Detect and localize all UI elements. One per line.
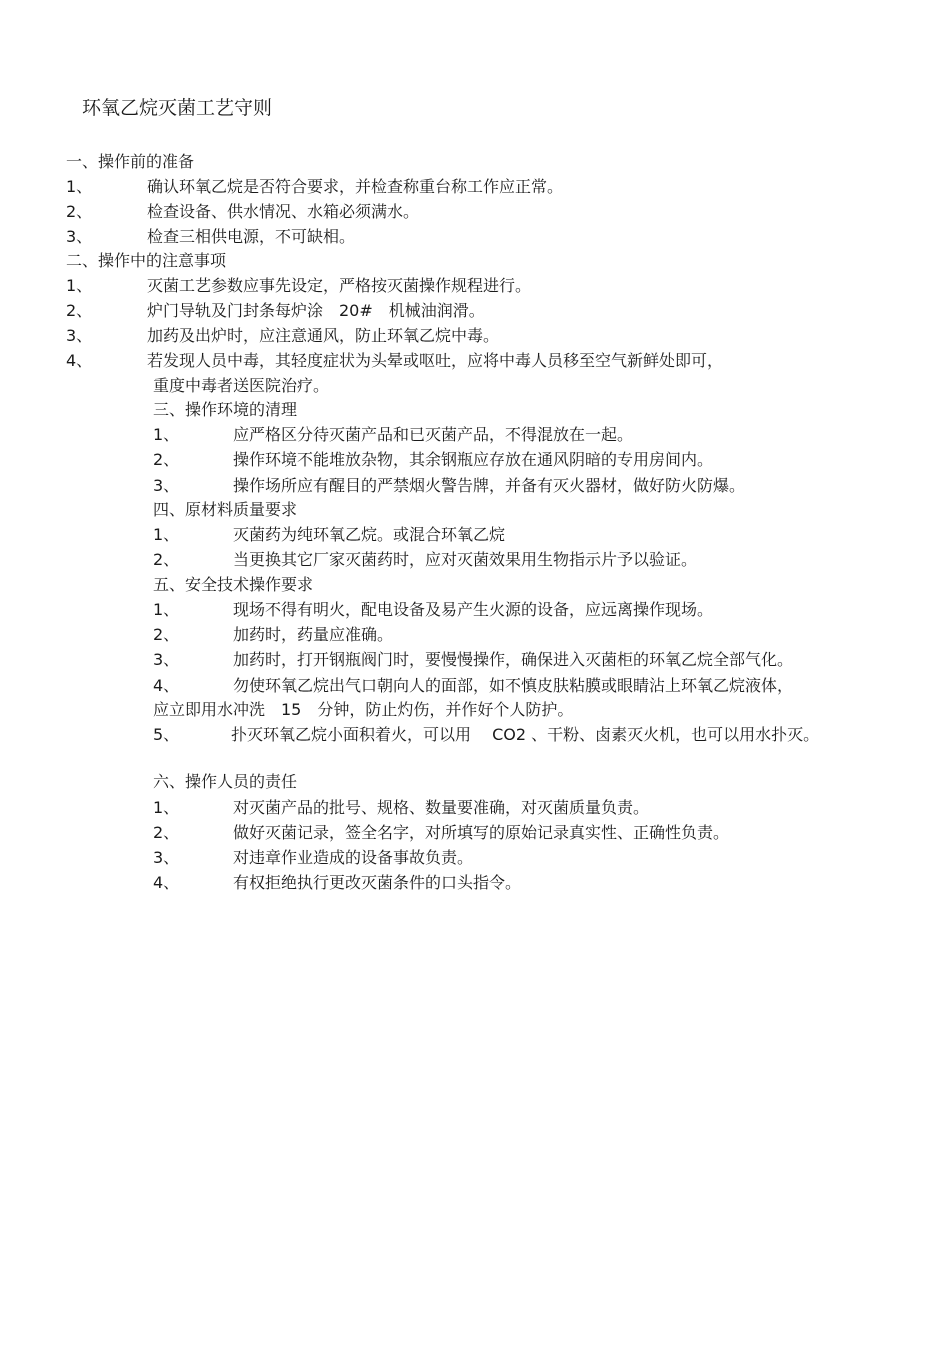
s3-item-2-num: 2、 xyxy=(153,450,180,469)
s2-item-4-text: 若发现人员中毒，其轻度症状为头晕或呕吐，应将中毒人员移至空气新鲜处即可， xyxy=(147,351,724,370)
s2-item-4-continuation: 重度中毒者送医院治疗。 xyxy=(153,376,330,395)
s5-item-4-continuation: 应立即用水冲洗 15 分钟，防止灼伤，并作好个人防护。 xyxy=(153,700,574,719)
s6-item-2-text: 做好灭菌记录，签全名字，对所填写的原始记录真实性、正确性负责。 xyxy=(233,823,730,842)
s5-item-2-num: 2、 xyxy=(153,625,180,644)
section-heading-6: 六、操作人员的责任 xyxy=(153,772,298,791)
s5-item-4-text: 勿使环氧乙烷出气口朝向人的面部，如不慎皮肤粘膜或眼睛沾上环氧乙烷液体， xyxy=(233,676,794,695)
s6-item-4-text: 有权拒绝执行更改灭菌条件的口头指令。 xyxy=(233,873,522,892)
s4-item-1-num: 1、 xyxy=(153,525,180,544)
s4-item-2-num: 2、 xyxy=(153,550,180,569)
s3-item-1-text: 应严格区分待灭菌产品和已灭菌产品，不得混放在一起。 xyxy=(233,425,634,444)
s3-item-2-text: 操作环境不能堆放杂物，其余钢瓶应存放在通风阴暗的专用房间内。 xyxy=(233,450,714,469)
s2-item-1-num: 1、 xyxy=(66,276,93,295)
s5-item-1-num: 1、 xyxy=(153,600,180,619)
s1-item-1-num: 1、 xyxy=(66,177,93,196)
section-heading-3: 三、操作环境的清理 xyxy=(153,400,298,419)
s5-item-1-text: 现场不得有明火，配电设备及易产生火源的设备，应远离操作现场。 xyxy=(233,600,714,619)
document-title: 环氧乙烷灭菌工艺守则 xyxy=(82,97,273,119)
s5-item-5-num: 5、 xyxy=(153,725,180,744)
s6-item-1-num: 1、 xyxy=(153,798,180,817)
s5-item-3-num: 3、 xyxy=(153,650,180,669)
s5-item-2-text: 加药时，药量应准确。 xyxy=(233,625,394,644)
s2-item-4-num: 4、 xyxy=(66,351,93,370)
s3-item-1-num: 1、 xyxy=(153,425,180,444)
s2-item-3-text: 加药及出炉时，应注意通风，防止环氧乙烷中毒。 xyxy=(147,326,500,345)
s6-item-2-num: 2、 xyxy=(153,823,180,842)
s2-item-2-text: 炉门导轨及门封条每炉涂 20# 机械油润滑。 xyxy=(147,301,485,320)
s6-item-1-text: 对灭菌产品的批号、规格、数量要准确，对灭菌质量负责。 xyxy=(233,798,650,817)
s4-item-1-text: 灭菌药为纯环氧乙烷。或混合环氧乙烷 xyxy=(233,525,506,544)
s2-item-3-num: 3、 xyxy=(66,326,93,345)
s3-item-3-num: 3、 xyxy=(153,476,180,495)
s1-item-1-text: 确认环氧乙烷是否符合要求，并检查称重台称工作应正常。 xyxy=(147,177,564,196)
s4-item-2-text: 当更换其它厂家灭菌药时，应对灭菌效果用生物指示片予以验证。 xyxy=(233,550,698,569)
section-heading-5: 五、安全技术操作要求 xyxy=(153,575,314,594)
section-heading-2: 二、操作中的注意事项 xyxy=(66,251,227,270)
s2-item-1-text: 灭菌工艺参数应事先设定，严格按灭菌操作规程进行。 xyxy=(147,276,532,295)
section-heading-1: 一、操作前的准备 xyxy=(66,152,195,171)
section-heading-4: 四、原材料质量要求 xyxy=(153,500,298,519)
s1-item-3-text: 检查三相供电源，不可缺相。 xyxy=(147,227,356,246)
s1-item-3-num: 3、 xyxy=(66,227,93,246)
s6-item-4-num: 4、 xyxy=(153,873,180,892)
s1-item-2-num: 2、 xyxy=(66,202,93,221)
s5-item-4-num: 4、 xyxy=(153,676,180,695)
s5-item-5-text: 扑灭环氧乙烷小面积着火，可以用 CO2 、干粉、卤素灭火机，也可以用水扑灭。 xyxy=(231,725,820,744)
s2-item-2-num: 2、 xyxy=(66,301,93,320)
s1-item-2-text: 检查设备、供水情况、水箱必须满水。 xyxy=(147,202,420,221)
s5-item-3-text: 加药时，打开钢瓶阀门时，要慢慢操作，确保进入灭菌柜的环氧乙烷全部气化。 xyxy=(233,650,794,669)
s6-item-3-text: 对违章作业造成的设备事故负责。 xyxy=(233,848,474,867)
s3-item-3-text: 操作场所应有醒目的严禁烟火警告牌，并备有灭火器材，做好防火防爆。 xyxy=(233,476,746,495)
s6-item-3-num: 3、 xyxy=(153,848,180,867)
